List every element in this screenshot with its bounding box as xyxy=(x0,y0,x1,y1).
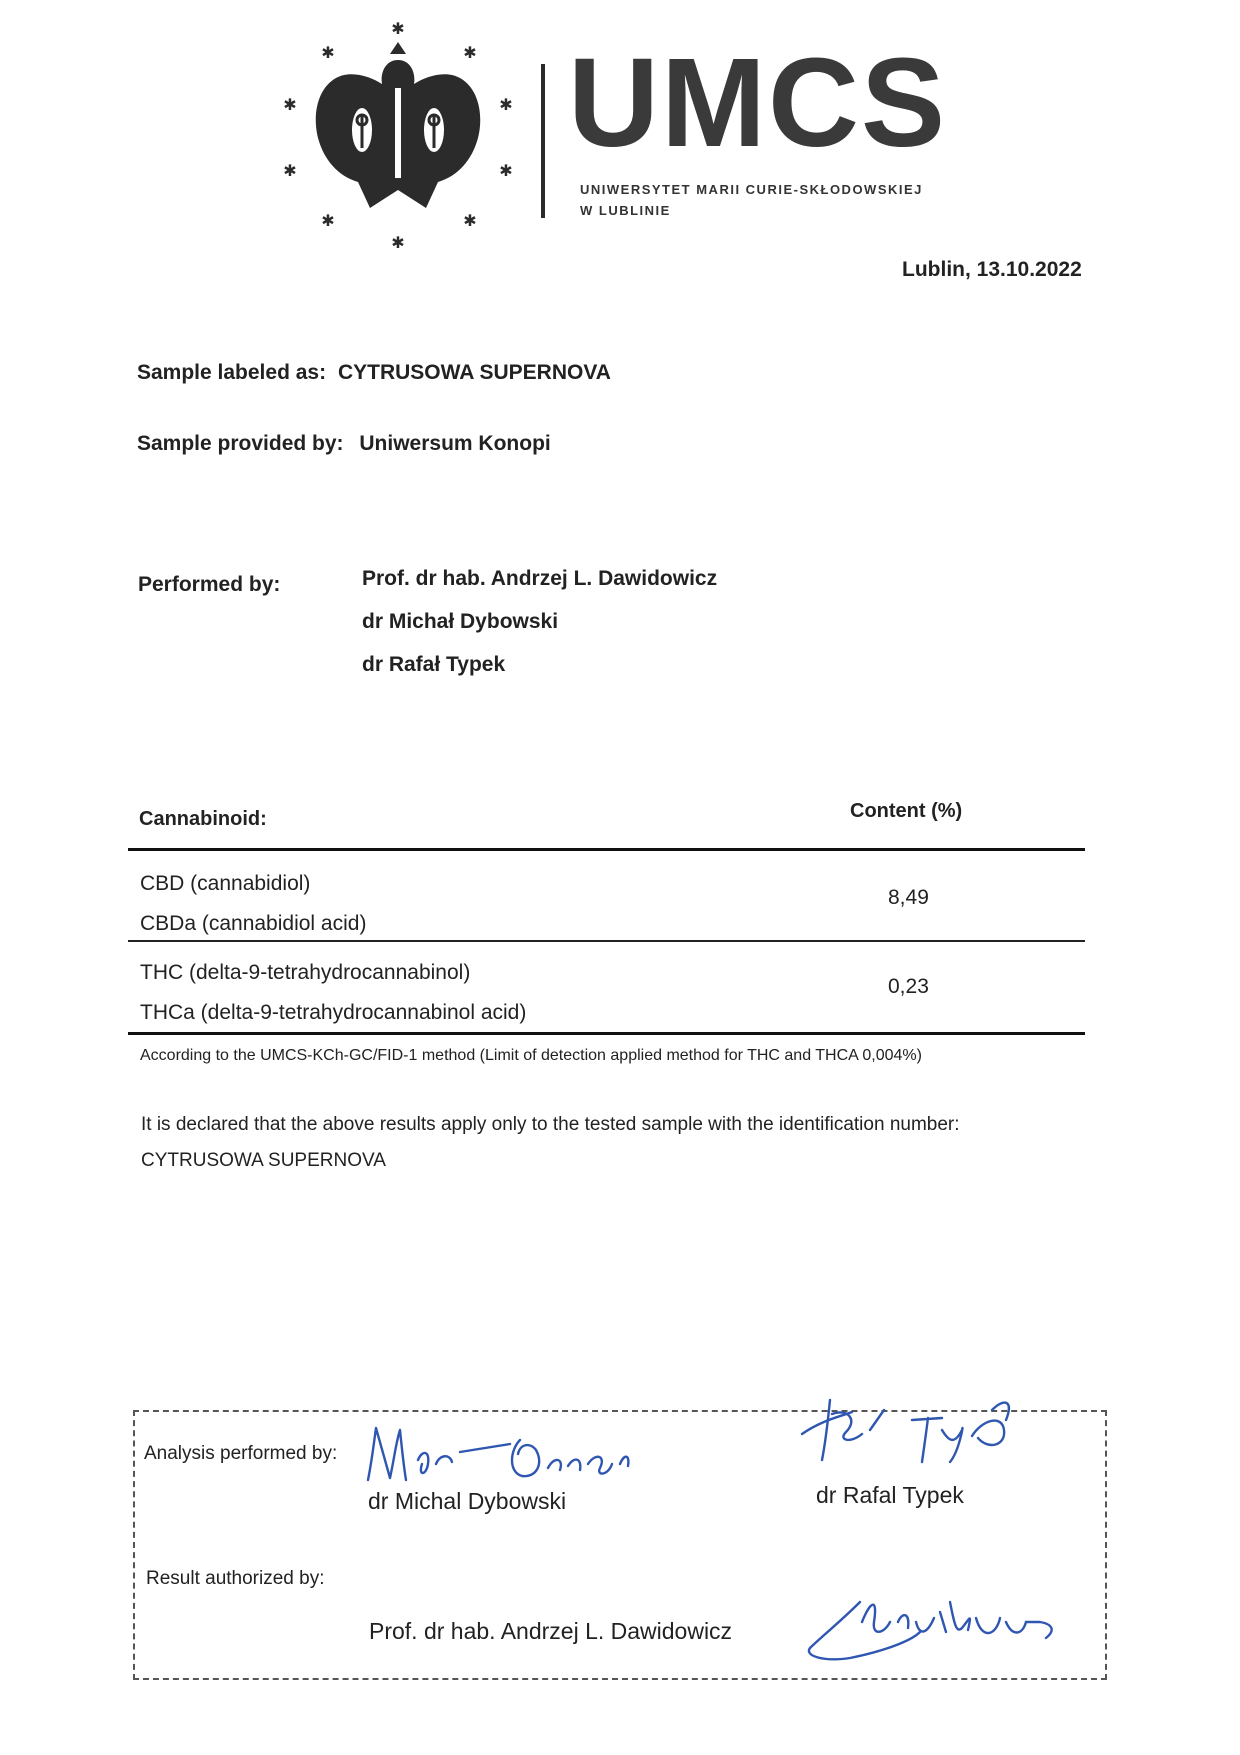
sample-labeled-row xyxy=(137,361,611,385)
sample-provided-label: Sample provided by: xyxy=(137,432,344,455)
analyst-name: dr Michal Dybowski xyxy=(368,1488,567,1514)
sample-provided-value: Uniwersum Konopi xyxy=(359,432,551,455)
svg-text:✱: ✱ xyxy=(391,233,405,250)
university-eagle-logo xyxy=(278,18,522,250)
method-footnote: According to the UMCS-KCh-GC/FID-1 method (Limit of detection applied method for THC and THCA 0,004%) xyxy=(140,1047,922,1064)
column-header-content: Content (%) xyxy=(850,800,963,822)
analyst-name: dr Rafal Typek xyxy=(816,1482,964,1508)
svg-text:✱: ✱ xyxy=(391,19,405,38)
svg-text:✱: ✱ xyxy=(463,43,477,62)
cannabinoid-name: CBDa (cannabidiol acid) xyxy=(140,912,367,935)
authorizer-name: Prof. dr hab. Andrzej L. Dawidowicz xyxy=(369,1618,733,1644)
svg-text:✱: ✱ xyxy=(283,161,297,180)
svg-text:✱: ✱ xyxy=(499,161,513,180)
analysis-performed-label: Analysis performed by: xyxy=(144,1443,338,1464)
cannabinoid-name: THCa (delta-9-tetrahydrocannabinol acid) xyxy=(140,1001,527,1024)
cannabinoid-name: CBD (cannabidiol) xyxy=(140,872,311,895)
declaration-id: CYTRUSOWA SUPERNOVA xyxy=(141,1150,386,1171)
performed-by-label: Performed by: xyxy=(138,573,281,596)
content-value: 0,23 xyxy=(888,975,929,998)
sample-labeled-label: Sample labeled as: xyxy=(137,361,327,384)
content-value: 8,49 xyxy=(888,886,929,909)
svg-text:✱: ✱ xyxy=(463,211,477,230)
logo-subtitle-line1: UNIWERSYTET MARII CURIE-SKŁODOWSKIEJ xyxy=(580,182,923,197)
sample-labeled-value: CYTRUSOWA SUPERNOVA xyxy=(337,361,611,384)
svg-text:✱: ✱ xyxy=(321,211,335,230)
performer-name: dr Michał Dybowski xyxy=(362,610,559,633)
table-row-divider xyxy=(128,940,1085,942)
logo-subtitle-line2: W LUBLINIE xyxy=(580,203,671,218)
column-header-cannabinoid: Cannabinoid: xyxy=(139,808,267,830)
logo-wordmark: UMCS xyxy=(568,32,947,173)
sample-provided-row xyxy=(137,432,551,456)
document-date: Lublin, 13.10.2022 xyxy=(902,258,1082,281)
svg-text:✱: ✱ xyxy=(283,95,297,114)
result-authorized-label: Result authorized by: xyxy=(146,1568,325,1589)
table-header-rule xyxy=(128,848,1085,851)
declaration-text: It is declared that the above results apply only to the tested sample with the identification number: xyxy=(141,1114,960,1135)
svg-text:✱: ✱ xyxy=(499,95,513,114)
performer-name: Prof. dr hab. Andrzej L. Dawidowicz xyxy=(362,567,718,590)
table-bottom-rule xyxy=(128,1032,1085,1035)
signature-dybowski-icon xyxy=(360,1420,660,1490)
cannabinoid-name: THC (delta-9-tetrahydrocannabinol) xyxy=(140,961,471,984)
signature-typek-icon xyxy=(792,1390,1032,1470)
logo-divider xyxy=(541,64,545,218)
signature-dawidowicz-icon xyxy=(800,1582,1070,1674)
svg-text:✱: ✱ xyxy=(321,43,335,62)
performer-name: dr Rafał Typek xyxy=(362,653,506,676)
